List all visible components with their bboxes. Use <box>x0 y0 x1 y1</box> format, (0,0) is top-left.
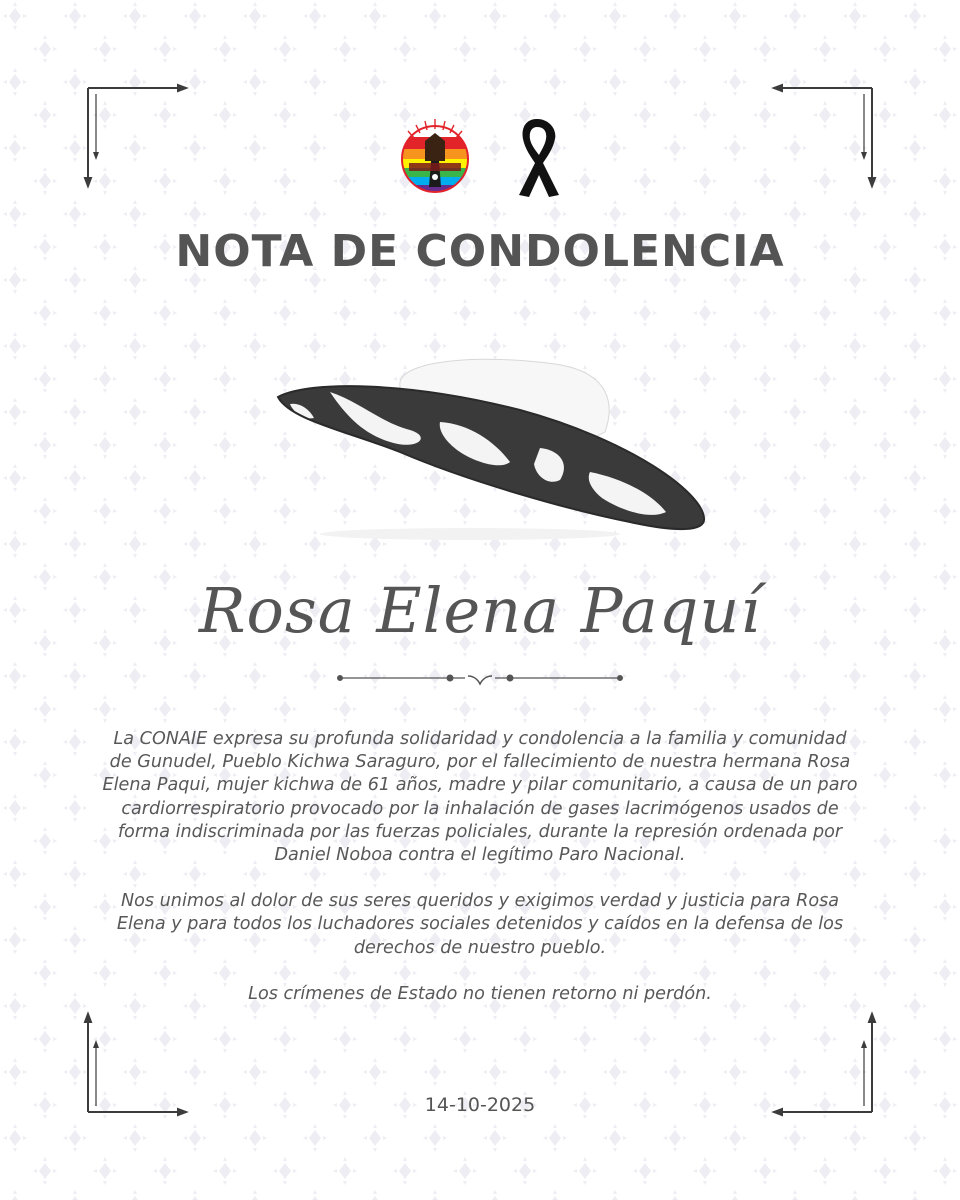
organization-logo <box>395 117 475 197</box>
ornamental-divider <box>330 668 630 688</box>
message-paragraph-1: La CONAIE expresa su profunda solidaridad y condolencia a la familia y comunidad de Gunudel, Pueblo Kichwa Saraguro, por el fallecimiento de nuestra hermana Rosa Elena Paqui, mujer kichwa de 61 años, madre y pilar comunitario, a causa de un paro cardiorrespiratorio provocado por la inhalación de gases lacrimógenos usados de forma indiscriminada por las fuerzas policiales, durante la represión ordenada por Daniel Noboa contra el legítimo Paro Nacional. <box>102 729 858 866</box>
message-paragraph-2: Nos unimos al dolor de sus seres queridos y exigimos verdad y justicia para Rosa Elena y para todos los luchadores sociales detenidos y caídos en la defensa de los derechos de nuestro pueblo. <box>116 891 844 958</box>
page-title: NOTA DE CONDOLENCIA <box>175 226 785 277</box>
traditional-hat-image <box>270 352 710 542</box>
header-logos <box>0 112 960 202</box>
condolence-message <box>100 728 860 1029</box>
mourning-ribbon-icon <box>509 113 565 201</box>
message-paragraph-3: Los crímenes de Estado no tienen retorno ni perdón. <box>248 983 712 1004</box>
deceased-name: Rosa Elena Paquí <box>198 574 762 647</box>
date: 14-10-2025 <box>424 1094 536 1116</box>
